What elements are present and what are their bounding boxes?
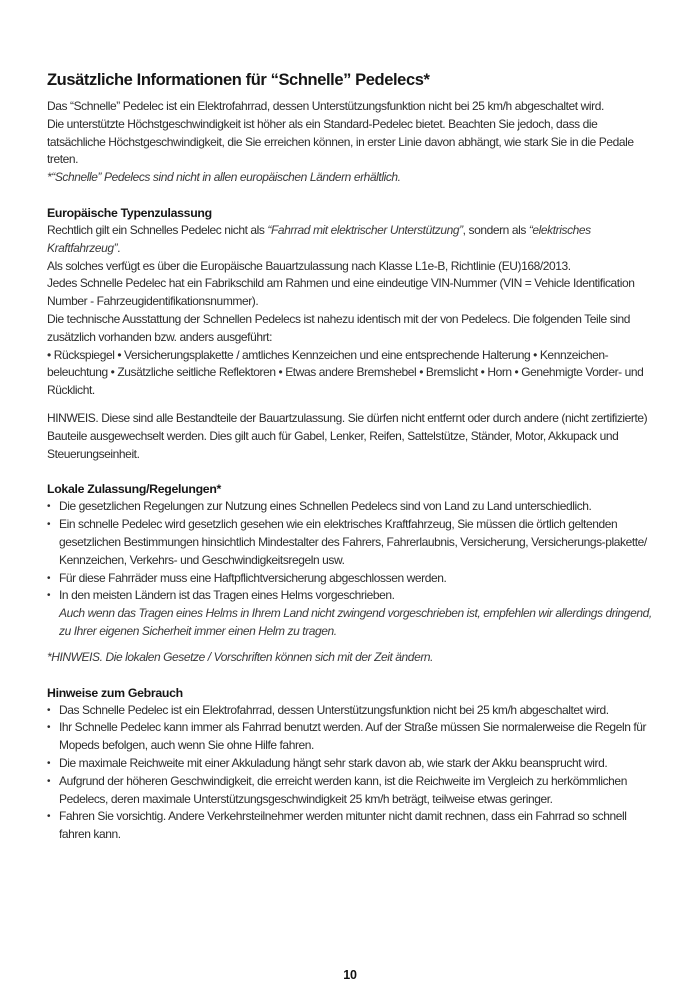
list-item [47,570,655,588]
typenzulassung-paragraph-4: Die technische Ausstattung der Schnellen Pedelecs ist nahezu identisch mit der von Pedelecs. Die folgenden Teile sind zusätzlich vorhanden bzw. anders ausgeführt: [47,311,631,344]
list-item [47,587,655,605]
section-heading-typenzulassung: Europäische Typenzulassung [47,205,212,220]
section-heading-lokale: Lokale Zulassung/Regelungen* [47,482,222,497]
typenzulassung-paragraph-1 [47,222,655,258]
list-item-text: Aufgrund der höheren Geschwindigkeit, die erreicht werden kann, ist die Reichweite im Vergleich zu herkömmlichen Pedelecs, deren maximale Unterstützungsgeschwindigkeit 25 km/h beträgt, teilweise etwas geringer. [59,773,627,806]
section-lokale-zulassung [47,481,655,666]
list-item [47,808,655,844]
intro-section [47,98,655,187]
section-heading-gebrauch: Hinweise zum Gebrauch [47,685,183,700]
list-item-text: In den meisten Ländern ist das Tragen eines Helms vorgeschrieben. [59,588,395,603]
list-item-text: Ein schnelle Pedelec wird gesetzlich gesehen wie ein elektrisches Kraftfahrzeug, Sie müssen die örtlich geltenden gesetzlichen Bestimmungen hinsichtlich Mindestalter des Fahrers, Fahrerlaubnis, Versicherung, Versicherungs-plakette/ Kennzeichen, Verkehrs- und Geschwindigkeitsregeln usw. [59,517,647,567]
bullet-icon: • [47,775,51,787]
bullet-icon: • [47,572,51,584]
intro-paragraph: Die unterstützte Höchstgeschwindigkeit ist höher als ein Standard-Pedelec bietet. Beachten Sie jedoch, dass die tatsächliche Höchstgeschwindigkeit, die Sie erreichen können, in erster Linie davon abhängt, wie stark Sie in die Pedale treten. [47,116,634,167]
quoted-term: “Fahrrad mit elektrischer Unterstützung” [267,222,463,237]
list-item [47,719,655,755]
list-item-text: Die maximale Reichweite mit einer Akkuladung hängt sehr stark davon ab, wie stark der Akku beansprucht wird. [59,755,608,770]
bullet-icon: • [47,722,51,734]
section-typenzulassung [47,205,655,463]
lokale-footnote: *HINWEIS. Die lokalen Gesetze / Vorschriften können sich mit der Zeit ändern. [47,649,434,664]
typenzulassung-paragraph-3: Jedes Schnelle Pedelec hat ein Fabrikschild am Rahmen und eine eindeutige VIN-Nummer (VIN = Vehicle Identification Number - Fahrzeugidentifikationsnummer). [47,276,635,309]
text-segment: . [117,240,121,255]
bullet-icon: • [47,704,51,716]
list-item-text: Fahren Sie vorsichtig. Andere Verkehrsteilnehmer werden mitunter nicht damit rechnen, dass ein Fahrrad so schnell fahren kann. [59,809,627,842]
page-number: 10 [343,968,357,982]
page-title: Zusätzliche Informationen für “Schnelle” Pedelecs* [47,71,430,89]
text-segment: , sondern als [462,222,529,237]
list-item [47,773,655,809]
list-item [47,755,655,773]
list-item [47,516,655,569]
list-item-text: Ihr Schnelle Pedelec kann immer als Fahrrad benutzt werden. Auf der Straße müssen Sie normalerweise die Regeln für Mopeds befolgen, auch wenn Sie ohne Hilfe fahren. [59,720,647,753]
intro-line-1: Das “Schnelle” Pedelec ist ein Elektrofahrrad, dessen Unterstützungsfunktion nicht bei 25 km/h abgeschaltet wird. [47,99,604,113]
bullet-icon: • [47,590,51,602]
list-item-text: Für diese Fahrräder muss eine Haftpflichtversicherung abgeschlossen werden. [59,570,447,585]
list-item [47,498,655,516]
section-gebrauch [47,685,655,844]
intro-footnote: *“Schnelle” Pedelecs sind nicht in allen europäischen Ländern erhältlich. [47,170,401,185]
list-item-text: Das Schnelle Pedelec ist ein Elektrofahrrad, dessen Unterstützungsfunktion nicht bei 25 km/h abgeschaltet wird. [59,702,609,717]
bullet-icon: • [47,519,51,531]
bullet-icon: • [47,501,51,513]
bullet-icon: • [47,811,51,823]
helmet-recommendation-note: Auch wenn das Tragen eines Helms in Ihrem Land nicht zwingend vorgeschrieben ist, empfehlen wir allerdings dringend, zu Ihrer eigenen Sicherheit immer einen Helm zu tragen. [59,606,652,638]
list-item-text: Die gesetzlichen Regelungen zur Nutzung eines Schnellen Pedelecs sind von Land zu Land unterschiedlich. [59,499,592,514]
bullet-icon: • [47,757,51,769]
typenzulassung-parts-list: • Rückspiegel • Versicherungsplakette / amtliches Kennzeichen und eine entsprechende Halterung • Kennzeichen-beleuchtung • Zusätzliche seitliche Reflektoren • Etwas andere Bremshebel • Bremslicht • Horn • Genehmigte Vorder- und Rücklicht. [47,347,644,398]
list-item [47,702,655,720]
typenzulassung-paragraph-2: Als solches verfügt es über die Europäische Bauartzulassung nach Klasse L1e-B, Richtlinie (EU)168/2013. [47,258,571,273]
quoted-term: “elektrisches Kraftfahrzeug” [47,222,591,255]
text-segment: Rechtlich gilt ein Schnelles Pedelec nicht als [47,222,268,237]
typenzulassung-hinweis: HINWEIS. Diese sind alle Bestandteile der Bauartzulassung. Sie dürfen nicht entfernt oder durch andere (nicht zertifizierte) Bauteile ausgewechselt werden. Dies gilt auch für Gabel, Lenker, Reifen, Sattelstütze, Ständer, Motor, Akkupack und Steuerungseinheit. [47,410,648,461]
